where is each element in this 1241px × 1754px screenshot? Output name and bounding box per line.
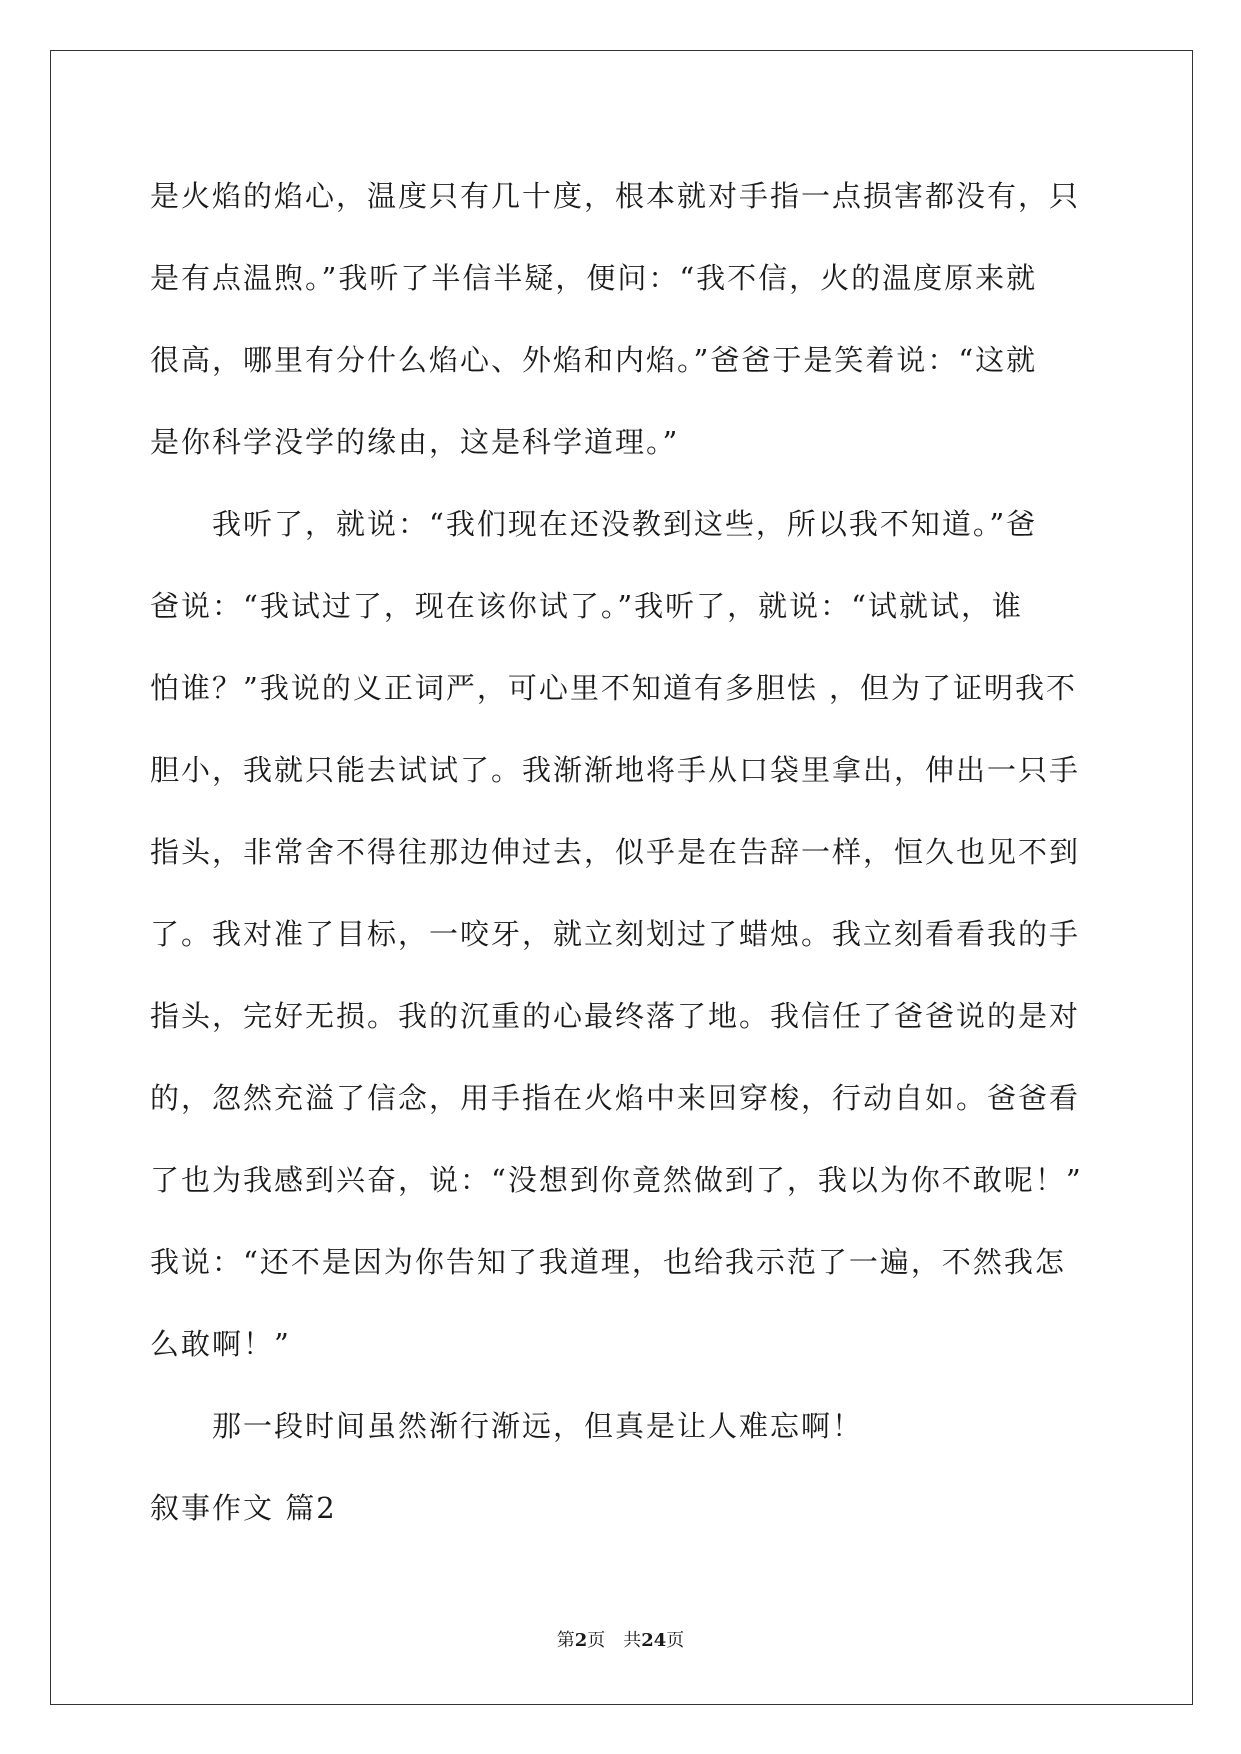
text-line: 爸说：“我试过了，现在该你试了。”我听了，就说：“试就试，谁	[150, 589, 1023, 623]
page-total: 24	[641, 1630, 667, 1651]
text-line: 指头，非常舍不得往那边伸过去，似乎是在告辞一样，恒久也见不到	[150, 835, 1081, 869]
text-line: 我听了，就说：“我们现在还没教到这些，所以我不知道。”爸	[150, 507, 1038, 541]
text-line: 了。我对准了目标，一咬牙，就立刻划过了蜡烛。我立刻看看我的手	[150, 917, 1081, 951]
text-line: 胆小，我就只能去试试了。我渐渐地将手从口袋里拿出，伸出一只手	[150, 753, 1081, 787]
page-suffix: 页	[666, 1630, 685, 1651]
text-line: 指头，完好无损。我的沉重的心最终落了地。我信任了爸爸说的是对	[150, 999, 1081, 1033]
text-line: 是你科学没学的缘由，这是科学道理。”	[150, 425, 680, 459]
page-prefix: 第	[556, 1630, 575, 1651]
text-line: 了也为我感到兴奋，说：“没想到你竟然做到了，我以为你不敢呢！”	[150, 1163, 1083, 1197]
text-line: 么敢啊！”	[150, 1327, 291, 1361]
text-line: 我说：“还不是因为你告知了我道理，也给我示范了一遍，不然我怎	[150, 1245, 1066, 1279]
page-mid: 页 共	[587, 1630, 642, 1651]
text-line: 是有点温煦。”我听了半信半疑，便问：“我不信，火的温度原来就	[150, 261, 1038, 295]
text-line: 那一段时间虽然渐行渐远，但真是让人难忘啊！	[150, 1409, 864, 1443]
section-heading: 叙事作文 篇2	[150, 1491, 337, 1525]
text-line: 是火焰的焰心，温度只有几十度，根本就对手指一点损害都没有，只	[150, 179, 1081, 213]
page-current: 2	[574, 1630, 588, 1651]
text-line: 很高，哪里有分什么焰心、外焰和内焰。”爸爸于是笑着说：“这就	[150, 343, 1038, 377]
page-footer	[0, 1626, 1241, 1652]
text-line: 的，忽然充溢了信念，用手指在火焰中来回穿梭，行动自如。爸爸看	[150, 1081, 1081, 1115]
text-line: 怕谁？”我说的义正词严，可心里不知道有多胆怯 ，但为了证明我不	[150, 671, 1078, 705]
document-body	[150, 155, 1090, 1549]
